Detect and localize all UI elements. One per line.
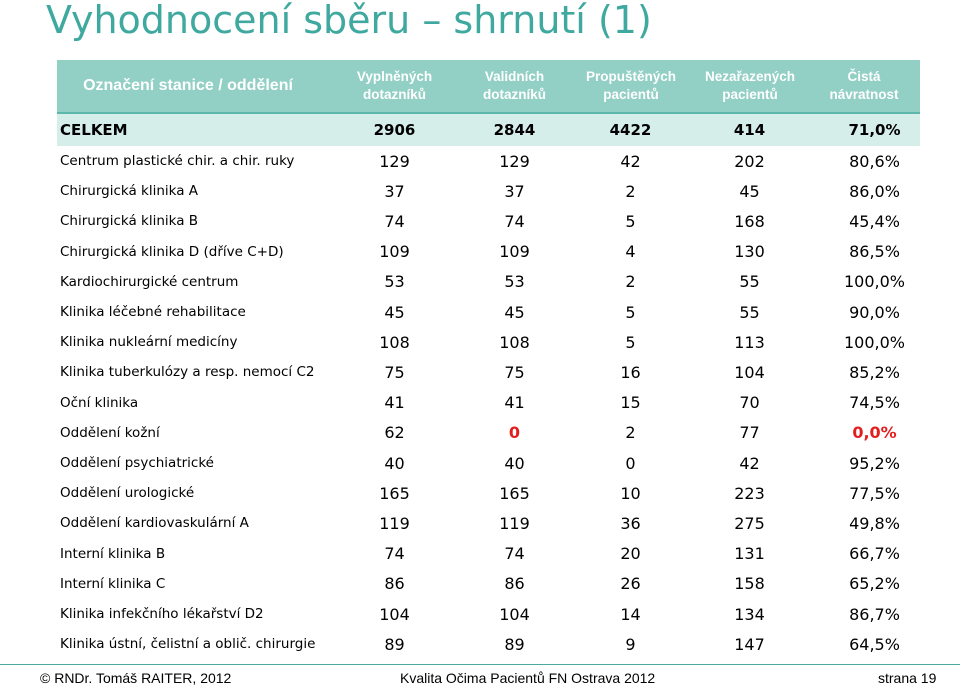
table-row	[57, 478, 920, 508]
row-valid: 37	[504, 181, 525, 201]
row-net: 65,2%	[849, 574, 900, 594]
header-net-line2: návratnost	[829, 87, 899, 102]
table-row	[57, 146, 920, 176]
row-discharged: 5	[625, 302, 636, 322]
table-header	[57, 60, 920, 114]
row-name: Centrum plastické chir. a chir. ruky	[60, 153, 295, 169]
row-discharged: 20	[620, 544, 641, 564]
row-unassigned: 55	[739, 272, 760, 292]
row-valid: 109	[499, 242, 530, 262]
table-row	[57, 357, 920, 387]
row-valid: 86	[504, 574, 525, 594]
row-valid: 129	[499, 151, 530, 171]
row-filled: 37	[384, 181, 405, 201]
header-station: Označení stanice / oddělení	[83, 77, 293, 94]
row-discharged: 42	[620, 151, 641, 171]
row-filled: 109	[379, 242, 410, 262]
row-valid: 89	[504, 634, 525, 654]
header-valid-line1: Validních	[484, 69, 545, 84]
header-discharged	[569, 60, 693, 112]
row-net: 100,0%	[843, 272, 905, 292]
row-discharged: 5	[625, 211, 636, 231]
table-row	[57, 267, 920, 297]
row-name: Interní klinika C	[60, 575, 166, 592]
header-unassigned	[682, 60, 818, 112]
table-row	[57, 297, 920, 327]
header-valid-line2: dotazníků	[483, 87, 546, 102]
row-discharged: 16	[620, 362, 641, 382]
row-net: 45,4%	[849, 211, 900, 231]
header-filled-line1: Vyplněných	[356, 69, 433, 84]
row-discharged: 15	[620, 393, 641, 413]
row-net: 86,5%	[849, 242, 900, 262]
row-valid: 40	[504, 453, 525, 473]
row-filled: 74	[384, 544, 405, 564]
row-net: 0,0%	[852, 423, 897, 443]
row-discharged: 5	[625, 332, 636, 352]
table-row	[57, 508, 920, 538]
footer-author: © RNDr. Tomáš RAITER, 2012	[40, 670, 232, 686]
row-filled: 129	[379, 151, 410, 171]
header-unassigned-line1: Nezařazených	[704, 69, 796, 84]
header-valid	[447, 60, 582, 112]
table-row	[57, 539, 920, 569]
row-valid: 75	[504, 362, 525, 382]
row-net: 95,2%	[849, 453, 900, 473]
row-filled: 40	[384, 453, 405, 473]
row-unassigned: 104	[734, 362, 765, 382]
row-net: 77,5%	[849, 483, 900, 503]
row-discharged: 2	[625, 181, 636, 201]
row-filled: 86	[384, 574, 405, 594]
row-discharged: 0	[625, 453, 636, 473]
row-net: 49,8%	[849, 513, 900, 533]
table-row	[57, 448, 920, 478]
row-net: 90,0%	[849, 302, 900, 322]
row-unassigned: 168	[734, 211, 765, 231]
row-discharged: 14	[620, 604, 641, 624]
footer	[0, 664, 960, 690]
row-unassigned: 55	[739, 302, 760, 322]
row-valid: 41	[504, 393, 525, 413]
row-unassigned: 158	[734, 574, 765, 594]
row-name: Oddělení psychiatrické	[60, 455, 214, 471]
row-name: Klinika tuberkulózy a resp. nemocí C2	[60, 364, 315, 381]
header-filled	[327, 60, 462, 112]
row-name: Oddělení kožní	[60, 424, 160, 441]
row-filled: 108	[379, 332, 410, 352]
table-row	[57, 418, 920, 448]
row-valid: 119	[499, 513, 530, 533]
header-net-line1: Čistá	[847, 69, 881, 84]
row-name: Chirurgická klinika B	[60, 213, 199, 230]
row-valid: 74	[504, 211, 525, 231]
row-unassigned: 147	[734, 634, 765, 654]
header-discharged-line2: pacientů	[603, 87, 659, 102]
row-valid: 53	[504, 272, 525, 292]
row-filled: 89	[384, 634, 405, 654]
row-valid: 74	[504, 544, 525, 564]
row-unassigned: 70	[739, 393, 760, 413]
row-net: 66,7%	[849, 544, 900, 564]
row-unassigned: 42	[739, 453, 760, 473]
table-row	[57, 237, 920, 267]
row-filled: 53	[384, 272, 405, 292]
row-net: 85,2%	[849, 362, 900, 382]
row-valid: 165	[499, 483, 530, 503]
row-unassigned: 131	[734, 544, 765, 564]
row-filled: 75	[384, 362, 405, 382]
row-name: Oddělení kardiovaskulární A	[60, 515, 249, 532]
row-discharged: 9	[625, 634, 636, 654]
row-filled: 104	[379, 604, 410, 624]
table-row	[57, 629, 920, 659]
table-row	[57, 388, 920, 418]
header-net	[808, 60, 920, 112]
row-discharged: 2	[625, 423, 636, 443]
row-net: 86,7%	[849, 604, 900, 624]
table-row	[57, 176, 920, 206]
row-net: 100,0%	[843, 332, 905, 352]
row-discharged: 4	[625, 242, 636, 262]
header-filled-line2: dotazníků	[363, 87, 426, 102]
row-name: Chirurgická klinika D (dříve C+D)	[60, 243, 284, 260]
row-net: 64,5%	[849, 634, 900, 654]
row-unassigned: 275	[734, 513, 765, 533]
header-discharged-line1: Propuštěných	[585, 69, 677, 84]
page-title: Vyhodnocení sběru – shrnutí (1)	[46, 0, 652, 42]
table-row	[57, 327, 920, 357]
total-unassigned: 414	[733, 121, 766, 139]
row-name: Klinika léčebné rehabilitace	[60, 304, 246, 320]
row-unassigned: 77	[739, 423, 760, 443]
row-unassigned: 223	[734, 483, 765, 503]
row-filled: 119	[379, 513, 410, 533]
row-discharged: 10	[620, 483, 641, 503]
table-row	[57, 206, 920, 236]
row-unassigned: 130	[734, 242, 765, 262]
row-net: 80,6%	[849, 151, 900, 171]
row-filled: 62	[384, 423, 405, 443]
row-filled: 45	[384, 302, 405, 322]
row-name: Oddělení urologické	[60, 485, 195, 502]
total-discharged: 4422	[609, 121, 652, 139]
row-name: Kardiochirurgické centrum	[60, 273, 239, 290]
row-name: Klinika infekčního lékařství D2	[60, 606, 264, 622]
row-unassigned: 45	[739, 181, 760, 201]
row-name: Klinika nukleární medicíny	[60, 334, 238, 351]
total-filled: 2906	[373, 121, 416, 139]
row-filled: 74	[384, 211, 405, 231]
total-name: CELKEM	[60, 121, 128, 139]
totals-row	[57, 114, 920, 146]
row-name: Oční klinika	[60, 394, 139, 411]
footer-title: Kvalita Očima Pacientů FN Ostrava 2012	[400, 670, 656, 686]
row-name: Chirurgická klinika A	[60, 183, 199, 200]
row-valid: 108	[499, 332, 530, 352]
row-unassigned: 134	[734, 604, 765, 624]
row-name: Interní klinika B	[60, 545, 166, 562]
row-discharged: 36	[620, 513, 641, 533]
row-valid: 104	[499, 604, 530, 624]
row-discharged: 2	[625, 272, 636, 292]
table-row	[57, 569, 920, 599]
table-row	[57, 599, 920, 629]
header-unassigned-line2: pacientů	[722, 87, 778, 102]
row-filled: 41	[384, 393, 405, 413]
row-unassigned: 202	[734, 151, 765, 171]
row-net: 86,0%	[849, 181, 900, 201]
total-net: 71,0%	[848, 121, 901, 139]
row-filled: 165	[379, 483, 410, 503]
row-valid: 45	[504, 302, 525, 322]
row-net: 74,5%	[849, 393, 900, 413]
total-valid: 2844	[493, 121, 536, 139]
row-valid: 0	[508, 423, 521, 443]
row-discharged: 26	[620, 574, 641, 594]
row-unassigned: 113	[734, 332, 765, 352]
footer-page: strana 19	[878, 670, 937, 686]
row-name: Klinika ústní, čelistní a oblič. chirurgie	[60, 636, 316, 653]
